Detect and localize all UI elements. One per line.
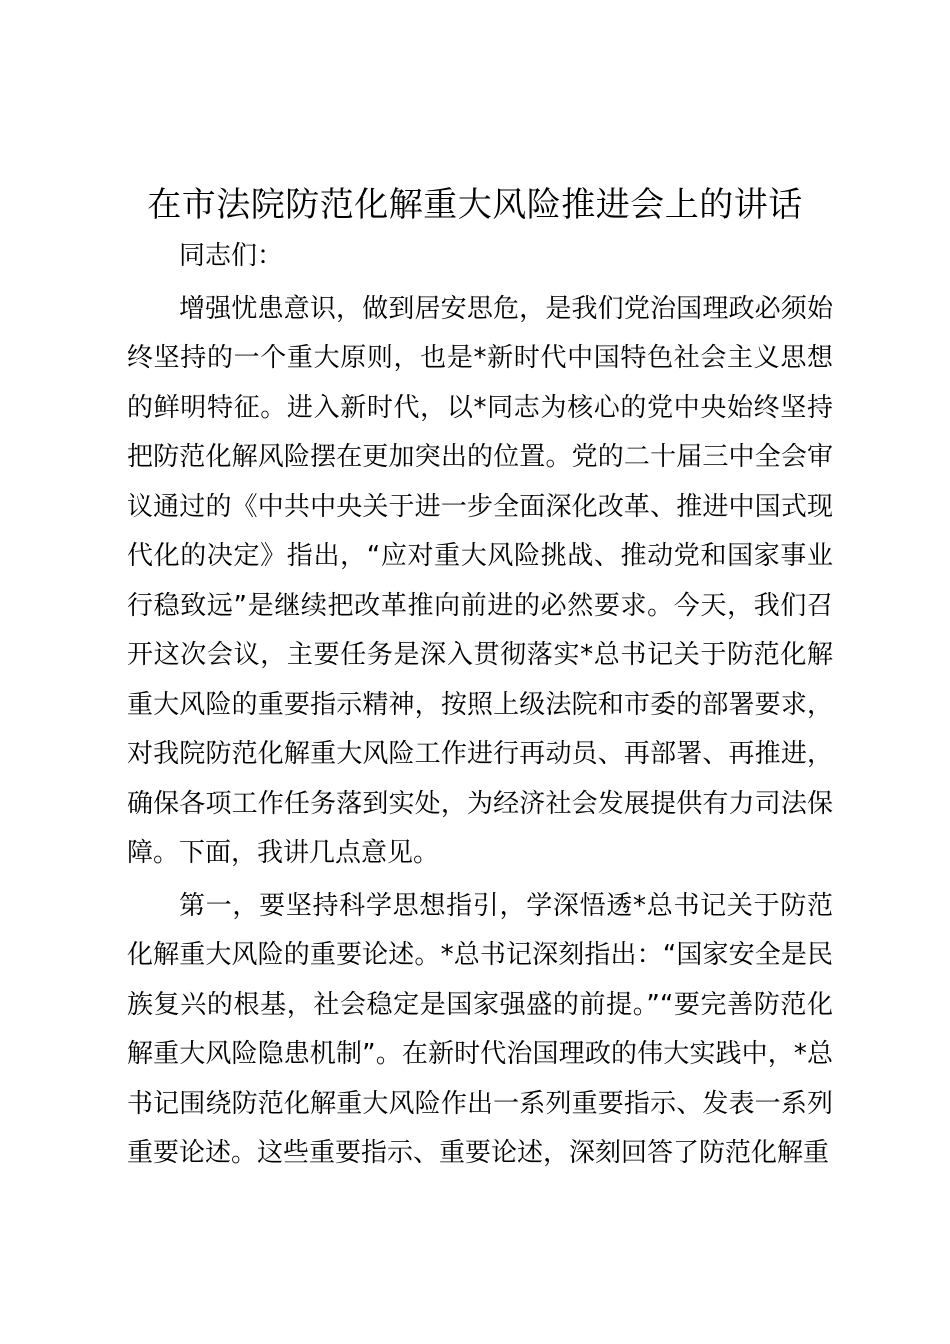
document-body	[127, 232, 833, 1179]
salutation: 同志们：	[179, 241, 284, 271]
paragraph-2: 第一，要坚持科学思想指引，学深悟透*总书记关于防范化解重大风险的重要论述。*总书记深刻指出：“国家安全是民族复兴的根基，社会稳定是国家强盛的前提。”“要完善防范化解重大风险隐患机制”。在新时代治国理政的伟大实践中，*总书记围绕防范化解重大风险作出一系列重要指示、发表一系列重要论述。这些重要指示、重要论述，深刻回答了防范化解重	[127, 890, 833, 1168]
paragraph-1: 增强忧患意识，做到居安思危，是我们党治国理政必须始终坚持的一个重大原则，也是*新时代中国特色社会主义思想的鲜明特征。进入新时代，以*同志为核心的党中央始终坚持把防范化解风险摆在更加突出的位置。党的二十届三中全会审议通过的《中共中央关于进一步全面深化改革、推进中国式现代化的决定》指出，“应对重大风险挑战、推动党和国家事业行稳致远”是继续把改革推向前进的必然要求。今天，我们召开这次会议，主要任务是深入贯彻落实*总书记关于防范化解重大风险的重要指示精神，按照上级法院和市委的部署要求，对我院防范化解重大风险工作进行再动员、再部署、再推进，确保各项工作任务落到实处，为经济社会发展提供有力司法保障。下面，我讲几点意见。	[127, 293, 833, 868]
document-title: 在市法院防范化解重大风险推进会上的讲话	[147, 185, 803, 225]
